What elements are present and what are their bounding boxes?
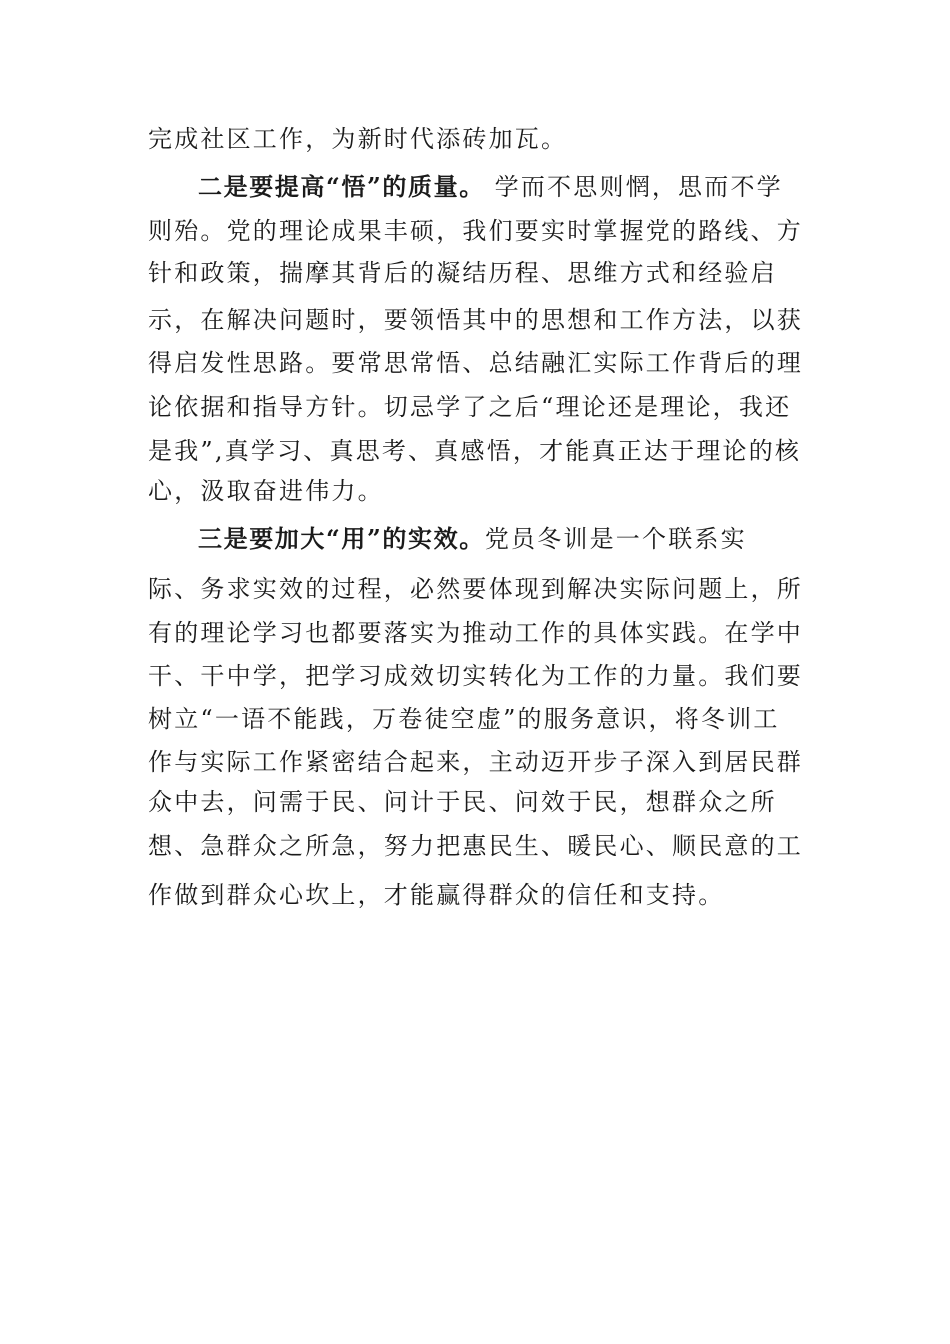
line-text: 想、急群众之所急，努力把惠民生、暖民心、顺民意的工 — [148, 832, 803, 860]
paragraph-line — [148, 348, 803, 378]
section-heading: 二是要提高“悟”的质量。 — [198, 172, 485, 201]
paragraph-line — [148, 661, 803, 691]
line-text: 得启发性思路。要常思常悟、总结融汇实际工作背后的理 — [148, 349, 803, 377]
paragraph-line — [148, 747, 803, 777]
paragraph-line — [148, 880, 724, 910]
paragraph-line — [148, 704, 780, 734]
line-text: 则殆。党的理论成果丰硕，我们要实时掌握党的路线、方 — [148, 217, 803, 245]
paragraph-line — [148, 787, 777, 817]
paragraph-line — [148, 574, 803, 604]
line-text: 树立“一语不能践，万卷徒空虚”的服务意识，将冬训工 — [148, 705, 780, 733]
line-text: 示，在解决问题时，要领悟其中的思想和工作方法，以获 — [148, 306, 803, 334]
section-heading-line — [198, 172, 783, 202]
paragraph-line — [148, 392, 791, 422]
paragraph-line — [148, 258, 777, 288]
line-text: 党员冬训是一个联系实 — [484, 525, 747, 553]
line-text: 完成社区工作，为新时代添砖加瓦。 — [148, 125, 568, 153]
paragraph-line — [148, 476, 384, 506]
paragraph-line — [148, 436, 801, 466]
paragraph-line — [148, 618, 803, 648]
line-text: 众中去，问需于民、问计于民、问效于民，想群众之所 — [148, 788, 777, 816]
line-text: 心，汲取奋进伟力。 — [148, 477, 384, 505]
line-text: 针和政策，揣摩其背后的凝结历程、思维方式和经验启 — [148, 259, 777, 287]
line-text: 际、务求实效的过程，必然要体现到解决实际问题上，所 — [148, 575, 803, 603]
line-text: 论依据和指导方针。切忌学了之后“理论还是理论，我还 — [148, 393, 792, 421]
line-text: 作做到群众心坎上，才能赢得群众的信任和支持。 — [148, 881, 725, 909]
paragraph-line — [148, 216, 803, 246]
line-text: 有的理论学习也都要落实为推动工作的具体实践。在学中 — [148, 619, 803, 647]
line-text: 干、干中学，把学习成效切实转化为工作的力量。我们要 — [148, 662, 803, 690]
paragraph-line — [148, 831, 803, 861]
line-text: 学而不思则惘，思而不学 — [484, 173, 783, 201]
line-text: 是我”,真学习、真思考、真感悟，才能真正达于理论的核 — [148, 437, 802, 465]
line-text: 作与实际工作紧密结合起来，主动迈开步子深入到居民群 — [148, 748, 803, 776]
paragraph-line — [148, 305, 803, 335]
paragraph-line — [148, 124, 567, 154]
section-heading-line — [198, 524, 747, 554]
section-heading: 三是要加大“用”的实效。 — [198, 524, 485, 553]
